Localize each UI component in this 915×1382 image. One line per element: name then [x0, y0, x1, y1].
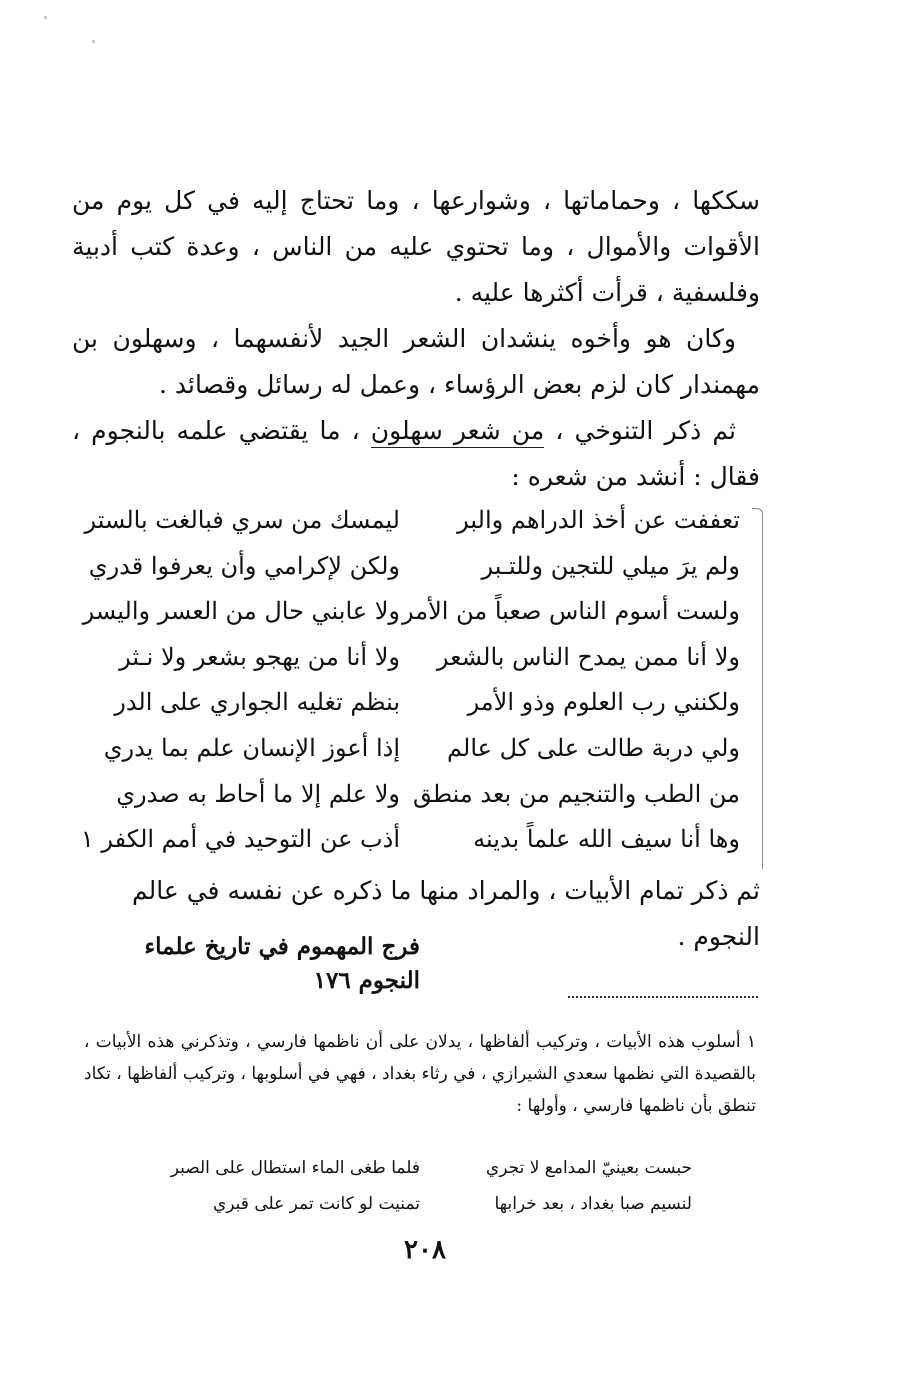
verse-second-hemistich: بنظم تغليه الجواري على الدر	[114, 688, 400, 717]
verse-first-hemistich: من الطب والتنجيم من بعد منطق	[412, 779, 740, 808]
poem-verse	[88, 544, 740, 590]
verse-first-hemistich: وها أنا سيف الله علماً بدينه	[473, 825, 740, 854]
verse-first-hemistich: ولي دربة طالت على كل عالم	[447, 733, 740, 762]
verse-second-hemistich: فلما طغى الماء استطال على الصبر	[170, 1158, 420, 1178]
poem-verse	[100, 680, 740, 726]
poem-verse	[100, 772, 740, 818]
underlined-phrase: من شعر سهلون	[371, 416, 544, 448]
paragraph-text: ثم ذكر التنوخي ،	[544, 416, 737, 445]
paragraph	[72, 408, 760, 500]
scan-speck	[92, 40, 95, 43]
footnote-text: ١ أسلوب هذه الأبيات ، وتركيب ألفاظها ، يدلان على أن ناظمها فارسي ، وتذكرني هذه الأبيات ، بالقصيدة التي نظمها سعدي الشيرازي ، في رثاء بغداد ، فهي في أسلوبها ، وتركيب ألفاظها ، تكاد تنطق بأن ناظمها فارسي ، وأولها :	[84, 1032, 756, 1116]
footnote	[84, 1026, 756, 1122]
footnote-poem	[170, 1150, 692, 1222]
poem-verse	[82, 589, 740, 635]
poem-verse	[100, 635, 740, 681]
footnote-verse	[180, 1186, 692, 1222]
footnote-separator	[568, 996, 758, 998]
page-number: ٢٠٨	[404, 1235, 446, 1265]
running-footer: فرج المهموم في تاريخ علماء النجوم ١٧٦	[144, 933, 420, 994]
footnote-verse	[170, 1150, 692, 1186]
verse-first-hemistich: لنسيم صبا بغداد ، بعد خرابها	[494, 1194, 692, 1214]
verse-first-hemistich: تعففت عن أخذ الدراهم والبر	[457, 506, 740, 534]
poem	[80, 498, 740, 863]
verse-second-hemistich: تمنيت لو كانت تمر على قبري	[212, 1194, 420, 1214]
scan-speck	[44, 16, 47, 19]
verse-first-hemistich: ولست أسوم الناس صعباً من الأمر	[402, 597, 740, 626]
verse-second-hemistich: ليمسك من سري فبالغت بالستر	[84, 506, 400, 534]
poem-bracket	[752, 508, 763, 869]
verse-second-hemistich: ولا عابني حال من العسر واليسر	[82, 597, 400, 626]
paragraph-text: ، ما يقتضي علمه بالنجوم ، فقال : أنشد من شعره :	[72, 416, 760, 491]
verse-first-hemistich: ولم يرَ ميلي للتجين وللتـبر	[481, 551, 740, 580]
poem-verse	[80, 817, 740, 863]
verse-second-hemistich: ولا أنا من يهجو بشعر ولا نـثر	[119, 642, 400, 671]
poem-verse	[100, 726, 740, 772]
verse-first-hemistich: ولكنني رب العلوم وذو الأمر	[467, 688, 740, 717]
verse-second-hemistich: ولا علم إلا ما أحاط به صدري	[116, 779, 400, 808]
verse-first-hemistich: حبست بعينيّ المدامع لا تجري	[485, 1158, 692, 1178]
verse-second-hemistich: إذا أعوز الإنسان علم بما يدري	[103, 733, 400, 762]
closing-paragraph: ثم ذكر تمام الأبيات ، والمراد منها ما ذكره عن نفسه في عالم النجوم .	[131, 876, 760, 951]
paragraph: وكان هو وأخوه ينشدان الشعر الجيد لأنفسهما ، وسهلون بن مهمندار كان لزم بعض الرؤساء ، وعمل له رسائل وقصائد .	[72, 324, 760, 399]
verse-second-hemistich: ولكن لإكرامي وأن يعرفوا قدري	[88, 551, 400, 580]
paragraph: سككها ، وحماماتها ، وشوارعها ، وما تحتاج إليه في كل يوم من الأقوات والأموال ، وما تحتوي عليه من الناس ، وعدة كتب أدبية وفلسفية ، قرأت أكثرها عليه .	[72, 186, 760, 307]
verse-first-hemistich: ولا أنا ممن يمدح الناس بالشعر	[436, 642, 740, 671]
verse-second-hemistich: أذب عن التوحيد في أمم الكفر ١	[80, 825, 400, 854]
poem-verse	[84, 498, 740, 544]
main-text	[72, 178, 760, 500]
